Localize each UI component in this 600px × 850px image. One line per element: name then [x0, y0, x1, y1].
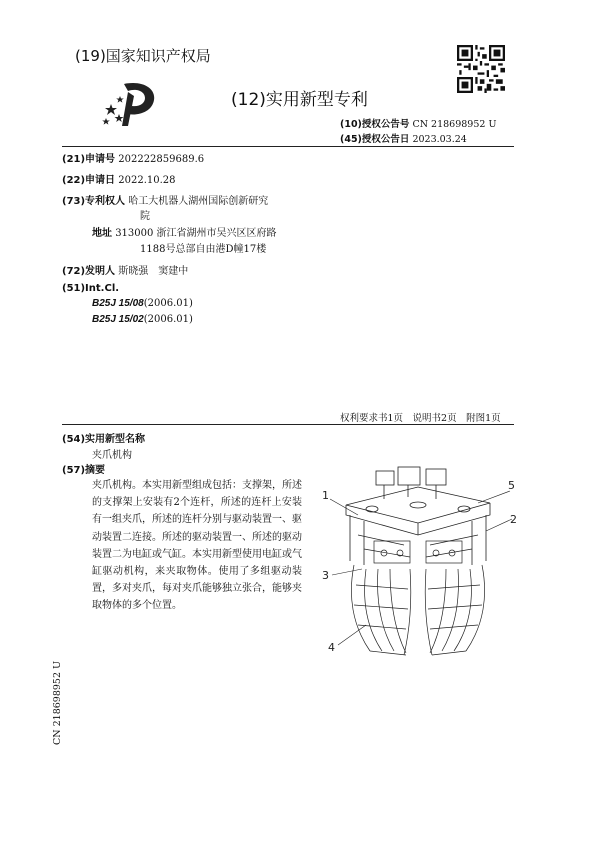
abstract-text: 夹爪机构。本实用新型组成包括：支撑架，所述的支撑架上安装有2个连杆，所述的连杆上安装有一组夹爪，所述的连杆分别与驱动装置一、驱动装置二连接。所述的驱动装置一、所述的驱动装置二为电缸或气缸。本实用新型使用电缸或气缸驱动机构，来夹取物体。使用了多组驱动装置，多对夹爪，每对夹爪能够独立张合，能够夹取物体的多个位置。 — [92, 480, 302, 612]
grant-number-row — [340, 116, 496, 130]
inventor-row — [62, 262, 188, 277]
grant-date-label: (45)授权公告日 — [340, 134, 410, 145]
ipc-code: B25J 15/02 — [92, 314, 144, 325]
ipc-version: (2006.01) — [143, 298, 193, 309]
office-name: (19)国家知识产权局 — [75, 47, 211, 65]
inventor-label: (72)发明人 — [62, 266, 116, 277]
ipc-classification — [92, 298, 193, 309]
figure-label: 5 — [508, 479, 515, 492]
intcl-row — [62, 283, 119, 294]
grant-number-label: (10)授权公告号 — [340, 119, 410, 130]
title-label: (54)实用新型名称 — [62, 434, 146, 445]
qr-code — [457, 45, 505, 93]
application-date: 2022.10.28 — [118, 175, 176, 186]
utility-model-title: 夹爪机构 — [92, 450, 132, 461]
grant-number: CN 218698952 U — [412, 119, 497, 130]
grant-date-row — [340, 131, 467, 145]
gripper-drawing — [318, 465, 520, 665]
address: 313000 浙江省湖州市吴兴区区府路 — [115, 228, 277, 239]
patent-type: (12)实用新型专利 — [231, 90, 368, 110]
address-label: 地址 — [92, 228, 112, 239]
cnipa-logo — [98, 78, 160, 130]
patentee-continued: 院 — [140, 211, 150, 222]
patentee-label: (73)专利权人 — [62, 196, 126, 207]
application-date-row — [62, 171, 176, 186]
side-publication-number: CN 218698952 U — [52, 660, 63, 745]
figure-label: 4 — [328, 641, 335, 654]
figure-label: 2 — [510, 513, 517, 526]
patentee-row — [62, 192, 268, 207]
figure-label: 3 — [322, 569, 329, 582]
application-date-label: (22)申请日 — [62, 175, 116, 186]
ipc-version: (2006.01) — [143, 314, 193, 325]
ipc-code: B25J 15/08 — [92, 298, 144, 309]
ipc-classification — [92, 314, 193, 325]
intcl-label: (51)Int.Cl. — [62, 283, 120, 294]
address-row — [92, 224, 277, 239]
application-number: 202222859689.6 — [118, 154, 205, 165]
header-rule — [62, 146, 514, 147]
inventors: 斯晓强 窦建中 — [118, 266, 189, 277]
figure-label: 1 — [322, 489, 329, 502]
page-count-info: 权利要求书1页 说明书2页 附图1页 — [340, 413, 501, 424]
address-continued: 1188号总部自由港D幢17楼 — [140, 244, 267, 255]
abstract-label: (57)摘要 — [62, 465, 106, 476]
section-rule — [62, 424, 514, 425]
grant-date: 2023.03.24 — [412, 134, 467, 145]
application-number-row — [62, 150, 204, 165]
patentee: 哈工大机器人湖州国际创新研究 — [128, 196, 269, 207]
application-number-label: (21)申请号 — [62, 154, 116, 165]
